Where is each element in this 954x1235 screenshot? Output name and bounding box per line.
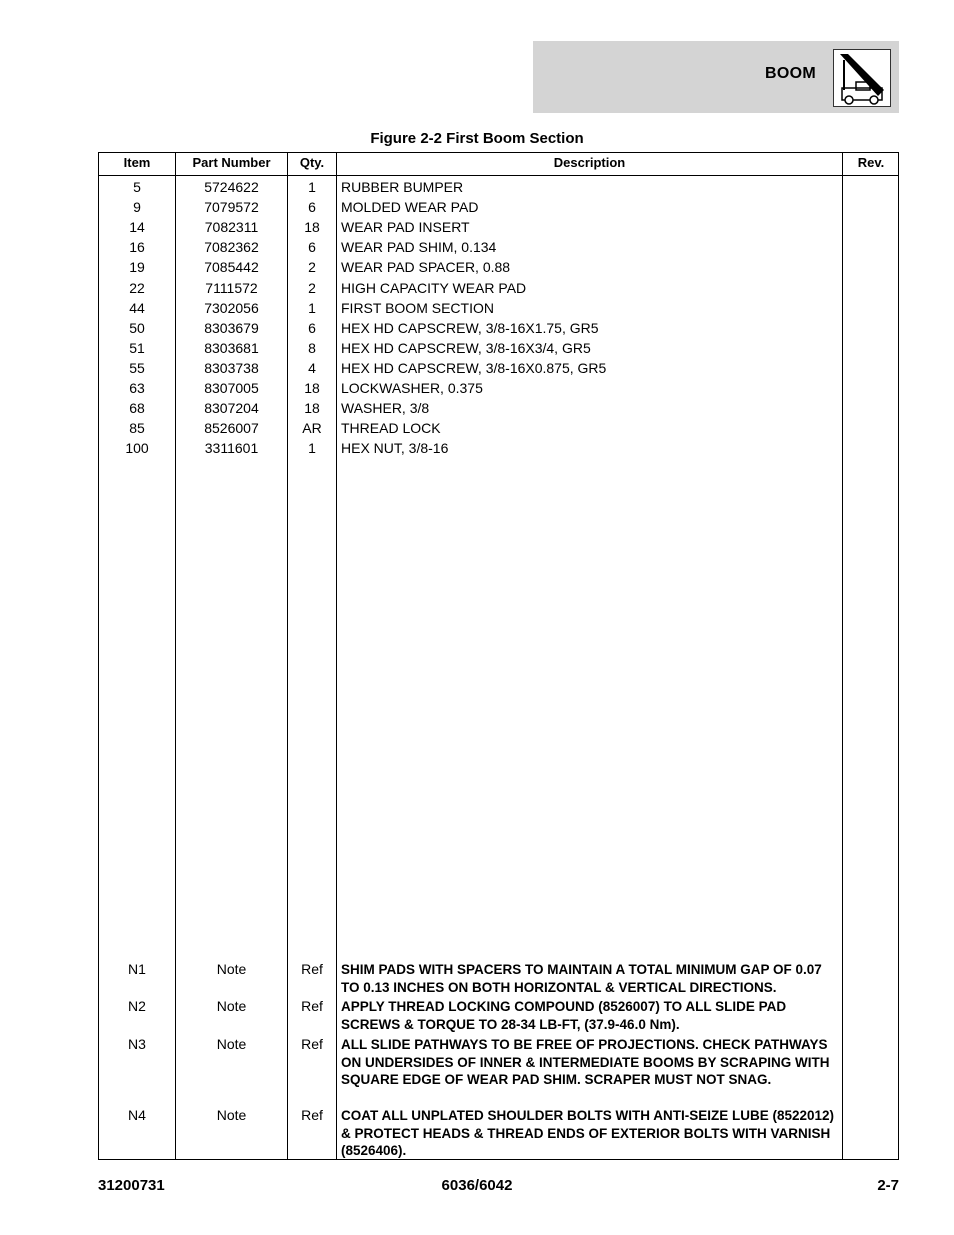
qty-cell: 1 — [308, 440, 316, 457]
boom-lift-icon — [833, 49, 891, 107]
table-row — [99, 278, 898, 298]
item-cell: 9 — [133, 199, 141, 216]
part-number-cell: 7085442 — [204, 259, 259, 276]
description-cell: HEX HD CAPSCREW, 3/8-16X0.875, GR5 — [341, 359, 607, 376]
qty-cell: 18 — [304, 380, 320, 396]
parts-table — [98, 152, 899, 1160]
part-number-cell: 8526007 — [204, 420, 259, 437]
note-part-cell: Note — [216, 1107, 247, 1123]
qty-cell: 4 — [308, 359, 316, 376]
figure-title: Figure 2-2 First Boom Section — [370, 130, 584, 147]
part-number-cell: 8307005 — [204, 380, 259, 396]
qty-cell: 6 — [308, 199, 316, 216]
item-cell: 16 — [129, 239, 145, 256]
table-row — [99, 298, 898, 318]
item-cell: 14 — [129, 219, 145, 236]
item-cell: 19 — [129, 259, 145, 276]
header-rev: Rev. — [857, 155, 885, 170]
doc-number: 31200731 — [98, 1177, 165, 1194]
note-description-cell: SHIM PADS WITH SPACERS TO MAINTAIN A TOTAL MINIMUM GAP OF 0.07 TO 0.13 INCHES ON BOTH HORIZONTAL & VERTICAL DIRECTIONS. — [341, 962, 822, 995]
model-number: 6036/6042 — [441, 1177, 513, 1194]
description-cell: WEAR PAD SHIM, 0.134 — [341, 239, 497, 256]
part-number-cell: 7082362 — [204, 239, 259, 256]
item-cell: 5 — [133, 179, 141, 195]
table-row — [99, 338, 898, 358]
qty-cell: AR — [302, 420, 322, 437]
part-number-cell: 8303738 — [204, 359, 259, 376]
header-item: Item — [123, 155, 151, 170]
description-cell: WEAR PAD INSERT — [341, 219, 470, 236]
item-cell: 100 — [125, 440, 149, 457]
item-cell: 68 — [129, 400, 145, 417]
part-number-cell: 5724622 — [204, 179, 259, 195]
note-item-cell: N2 — [128, 998, 146, 1014]
table-row — [99, 197, 898, 217]
qty-cell: 2 — [308, 279, 316, 296]
note-qty-cell: Ref — [301, 961, 323, 977]
part-number-cell: 3311601 — [204, 440, 259, 457]
note-description-cell: COAT ALL UNPLATED SHOULDER BOLTS WITH ANTI-SEIZE LUBE (8522012) & PROTECT HEADS & THREAD ENDS OF EXTERIOR BOLTS WITH VARNISH (8526406). — [341, 1108, 835, 1158]
item-cell: 63 — [129, 380, 145, 396]
part-number-cell: 8303679 — [204, 319, 259, 336]
item-cell: 85 — [129, 420, 145, 437]
table-row — [99, 318, 898, 338]
section-header — [533, 41, 899, 113]
note-part-cell: Note — [216, 961, 247, 977]
description-cell: HEX HD CAPSCREW, 3/8-16X1.75, GR5 — [341, 319, 599, 336]
description-cell: WEAR PAD SPACER, 0.88 — [341, 259, 511, 276]
header-description: Description — [553, 155, 626, 170]
table-row — [99, 398, 898, 418]
table-row — [99, 217, 898, 237]
description-cell: WASHER, 3/8 — [341, 400, 430, 417]
description-cell: MOLDED WEAR PAD — [341, 199, 479, 216]
description-cell: RUBBER BUMPER — [341, 179, 464, 195]
table-row — [99, 257, 898, 277]
section-title: BOOM — [765, 65, 816, 82]
part-number-cell: 7079572 — [204, 199, 259, 216]
description-cell: FIRST BOOM SECTION — [341, 299, 494, 316]
qty-cell: 1 — [308, 179, 316, 195]
item-cell: 50 — [129, 319, 145, 336]
table-row — [99, 177, 898, 197]
note-item-cell: N4 — [128, 1107, 146, 1123]
page-number: 2-7 — [877, 1177, 899, 1194]
description-cell: HEX HD CAPSCREW, 3/8-16X3/4, GR5 — [341, 339, 591, 356]
table-row — [99, 358, 898, 378]
qty-cell: 8 — [308, 339, 316, 356]
header-qty: Qty. — [299, 155, 325, 170]
table-row — [99, 237, 898, 257]
qty-cell: 18 — [304, 400, 320, 417]
description-cell: HIGH CAPACITY WEAR PAD — [341, 279, 527, 296]
table-row — [99, 438, 898, 458]
part-number-cell: 7302056 — [204, 299, 259, 316]
note-item-cell: N3 — [128, 1036, 146, 1052]
note-part-cell: Note — [216, 1036, 247, 1052]
description-cell: LOCKWASHER, 0.375 — [341, 380, 483, 396]
description-cell: THREAD LOCK — [341, 420, 441, 437]
note-qty-cell: Ref — [301, 998, 323, 1014]
qty-cell: 6 — [308, 319, 316, 336]
table-row — [99, 378, 898, 398]
table-row — [99, 418, 898, 438]
note-description-cell: ALL SLIDE PATHWAYS TO BE FREE OF PROJECTIONS. CHECK PATHWAYS ON UNDERSIDES OF INNER & INTERMEDIATE BOOMS BY SCRAPING WITH SQUARE EDGE OF WEAR PAD SHIM. SCRAPER MUST NOT SNAG. — [341, 1037, 830, 1087]
item-cell: 22 — [129, 279, 145, 296]
part-number-cell: 7111572 — [205, 279, 258, 296]
note-item-cell: N1 — [128, 961, 146, 977]
header-part-number: Part Number — [192, 155, 271, 170]
part-number-cell: 8307204 — [204, 400, 259, 417]
table-header — [99, 153, 898, 176]
qty-cell: 2 — [308, 259, 316, 276]
part-number-cell: 7082311 — [204, 219, 259, 236]
note-description-cell: APPLY THREAD LOCKING COMPOUND (8526007) TO ALL SLIDE PAD SCREWS & TORQUE TO 28-34 LB-FT, (37.9-46.0 Nm). — [341, 999, 787, 1032]
item-cell: 51 — [129, 339, 145, 356]
note-qty-cell: Ref — [301, 1107, 323, 1123]
note-part-cell: Note — [216, 998, 247, 1014]
qty-cell: 6 — [308, 239, 316, 256]
item-cell: 55 — [129, 359, 145, 376]
note-qty-cell: Ref — [301, 1036, 323, 1052]
item-cell: 44 — [129, 299, 145, 316]
description-cell: HEX NUT, 3/8-16 — [341, 440, 449, 457]
qty-cell: 18 — [304, 219, 320, 236]
part-number-cell: 8303681 — [204, 339, 259, 356]
qty-cell: 1 — [308, 299, 316, 316]
